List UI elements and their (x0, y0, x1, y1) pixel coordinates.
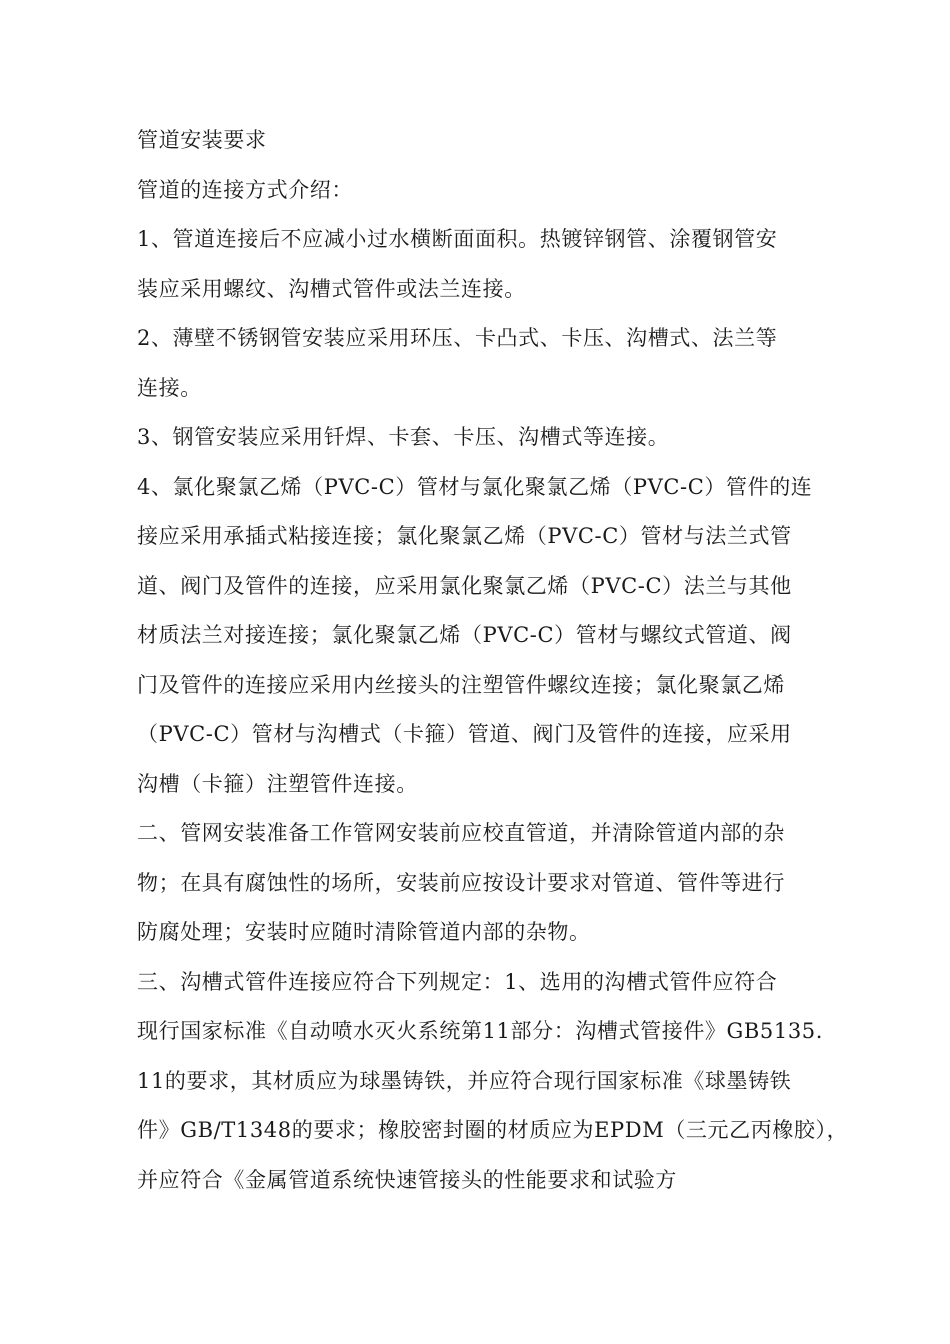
text-line: 1、管道连接后不应减小过水横断面面积。热镀锌钢管、涂覆钢管安 (137, 227, 778, 251)
text-line: 三、沟槽式管件连接应符合下列规定：1、选用的沟槽式管件应符合 (137, 969, 778, 994)
text-line: 4、氯化聚氯乙烯（PVC-C）管材与氯化聚氯乙烯（PVC-C）管件的连 (137, 474, 813, 499)
text-line: （PVC-C）管材与沟槽式（卡箍）管道、阀门及管件的连接，应采用 (137, 722, 792, 746)
text-line: 防腐处理；安装时应随时清除管道内部的杂物。 (137, 920, 591, 944)
text-line: 材质法兰对接连接；氯化聚氯乙烯（PVC-C）管材与螺纹式管道、阀 (137, 623, 792, 647)
text-line: 件》GB/T1348的要求；橡胶密封圈的材质应为EPDM（三元乙丙橡胶）， (137, 1118, 849, 1142)
text-line: 装应采用螺纹、沟槽式管件或法兰连接。 (137, 276, 526, 301)
text-line: 二、管网安装准备工作管网安装前应校直管道，并清除管道内部的杂 (137, 821, 785, 845)
text-line: 连接。 (137, 375, 202, 400)
text-line: 11的要求，其材质应为球墨铸铁，并应符合现行国家标准《球墨铸铁 (137, 1068, 792, 1093)
document-title: 管道安装要求 (137, 128, 267, 152)
text-line: 并应符合《金属管道系统快速管接头的性能要求和试验方 (137, 1167, 677, 1192)
text-line: 物；在具有腐蚀性的场所，安装前应按设计要求对管道、管件等进行 (137, 870, 785, 895)
text-line: 管道的连接方式介绍： (137, 177, 353, 202)
text-line: 2、薄壁不锈钢管安装应采用环压、卡凸式、卡压、沟槽式、法兰等 (137, 326, 778, 350)
text-line: 门及管件的连接应采用内丝接头的注塑管件螺纹连接；氯化聚氯乙烯 (137, 672, 785, 697)
text-line: 道、阀门及管件的连接，应采用氯化聚氯乙烯（PVC-C）法兰与其他 (137, 573, 792, 598)
text-line: 接应采用承插式粘接连接；氯化聚氯乙烯（PVC-C）管材与法兰式管 (137, 524, 792, 548)
text-line: 现行国家标准《自动喷水灭火系统第11部分：沟槽式管接件》GB5135. (137, 1019, 824, 1043)
document-body (137, 116, 849, 1205)
text-line: 沟槽（卡箍）注塑管件连接。 (137, 771, 418, 796)
text-line: 3、钢管安装应采用钎焊、卡套、卡压、沟槽式等连接。 (137, 425, 670, 449)
